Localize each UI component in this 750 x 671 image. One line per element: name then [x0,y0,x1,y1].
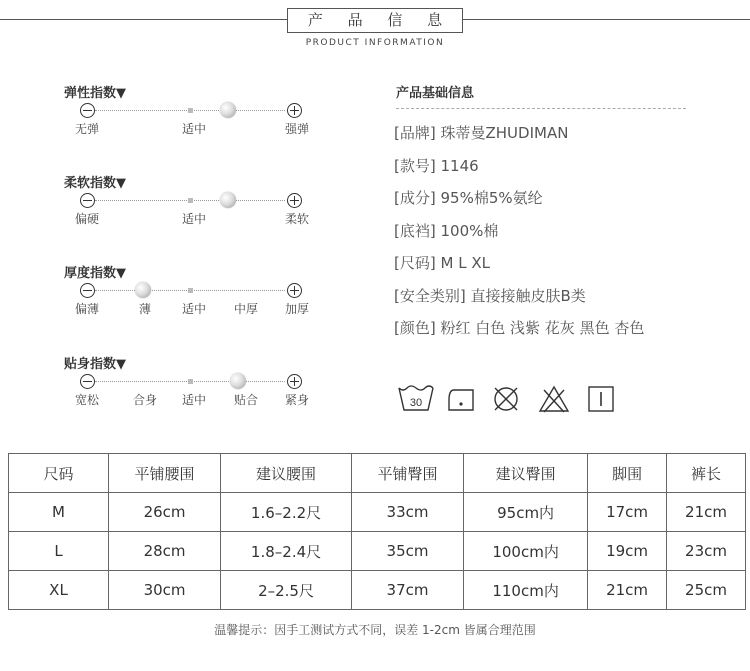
index-title: 弹性指数▼ [64,86,126,101]
product-info-value: 直接接触皮肤B类 [470,286,586,305]
index-scale-label: 偏硬 [74,212,99,226]
index-scale-label: 适中 [181,302,206,316]
index-title: 厚度指数▼ [64,266,126,281]
table-cell: L [9,532,109,571]
table-cell: 19cm [588,532,667,571]
index-scale-label: 贴合 [233,393,258,407]
header-suggested-hip: 建议臀围 [464,454,588,493]
table-cell: 17cm [588,493,667,532]
table-row [9,532,746,571]
product-info-key: [款号] [394,156,436,175]
header-flat-waist: 平铺腰围 [109,454,221,493]
table-cell: 1.8–2.4尺 [221,532,352,571]
plus-circle-icon [287,193,302,208]
product-info-key: [成分] [394,189,436,207]
minus-circle-icon [80,374,95,389]
table-cell: M [9,493,109,532]
section-subtitle: PRODUCT INFORMATION [305,38,445,48]
index-mid-tick [188,288,193,293]
product-info-value: 珠蒂曼ZHUDIMAN [440,124,569,142]
table-cell: 2–2.5尺 [221,571,352,610]
table-cell: 28cm [109,532,221,571]
product-info-value: 95%棉5%氨纶 [440,189,543,207]
measurement-note: 温馨提示：因手工测试方式不同，误差 1-2cm 皆属合理范围 [214,623,536,637]
no-bleach-icon [538,384,570,414]
index-title: 柔软指数▼ [64,176,126,191]
index-level-marker [220,192,236,208]
index-scale-label: 适中 [181,212,206,226]
iron-icon [446,384,476,414]
index-scale-label: 合身 [132,393,157,407]
index-scale-label: 柔软 [284,212,309,226]
plus-circle-icon [287,283,302,298]
table-cell: 26cm [109,493,221,532]
minus-circle-icon [80,103,95,118]
index-level-marker [230,373,246,389]
table-cell: 25cm [667,571,746,610]
plus-circle-icon [287,374,302,389]
product-info-key: [底裆] [394,221,436,240]
index-scale-label: 宽松 [74,393,99,407]
index-mid-tick [188,379,193,384]
table-cell: 100cm内 [464,532,588,571]
product-info-row [394,220,498,241]
minus-circle-icon [80,283,95,298]
index-mid-tick [188,108,193,113]
product-info-divider [396,108,686,109]
header-rule-left [0,19,288,20]
index-title: 贴身指数▼ [64,357,126,372]
index-mid-tick [188,198,193,203]
minus-circle-icon [80,193,95,208]
size-table [8,453,746,610]
product-info-row [394,285,586,306]
table-cell: 37cm [351,571,463,610]
product-info-title: 产品基础信息 [396,86,475,101]
header-length: 裤长 [667,454,746,493]
table-cell: 21cm [588,571,667,610]
index-level-marker [220,102,236,118]
product-info-key: [品牌] [394,124,436,142]
table-cell: 110cm内 [464,571,588,610]
table-cell: 33cm [351,493,463,532]
product-info-value: 1146 [440,156,479,175]
plus-circle-icon [287,103,302,118]
table-row [9,571,746,610]
index-scale-label: 适中 [181,122,206,136]
table-cell: 30cm [109,571,221,610]
index-scale-label: 无弹 [74,122,99,136]
product-info-value: 粉红 白色 浅紫 花灰 黑色 杏色 [440,319,645,337]
index-scale-label: 薄 [138,302,151,316]
product-info-row [394,187,543,208]
product-info-row [394,122,568,143]
size-table-header [9,454,746,493]
product-info-key: [尺码] [394,254,436,272]
no-tumble-dry-icon [492,384,520,414]
product-info-value: M L XL [440,254,490,272]
index-scale-label: 紧身 [284,393,309,407]
header-size: 尺码 [9,454,109,493]
table-cell: 1.6–2.2尺 [221,493,352,532]
product-info-row [394,252,490,273]
wash-temperature: 30 [409,397,423,409]
index-scale-label: 强弹 [284,122,309,136]
wash-30-icon [398,384,434,414]
header-suggested-waist: 建议腰围 [221,454,352,493]
index-scale-label: 偏薄 [74,302,99,316]
product-info-key: [颜色] [394,319,436,337]
header-flat-hip: 平铺臀围 [351,454,463,493]
index-level-marker [135,282,151,298]
table-row [9,493,746,532]
section-title: 产 品 信 息 [287,8,463,33]
line-dry-icon [588,384,614,414]
product-info-value: 100%棉 [440,221,499,240]
header-leg-opening: 脚围 [588,454,667,493]
table-cell: 95cm内 [464,493,588,532]
index-scale-label: 加厚 [284,302,309,316]
product-info-row [394,155,479,176]
index-scale-label: 适中 [181,393,206,407]
product-info-row [394,317,644,338]
table-cell: 23cm [667,532,746,571]
index-scale-label: 中厚 [233,302,258,316]
table-cell: 35cm [351,532,463,571]
header-rule-right [462,19,750,20]
product-info-key: [安全类别] [394,286,466,305]
table-cell: 21cm [667,493,746,532]
table-cell: XL [9,571,109,610]
